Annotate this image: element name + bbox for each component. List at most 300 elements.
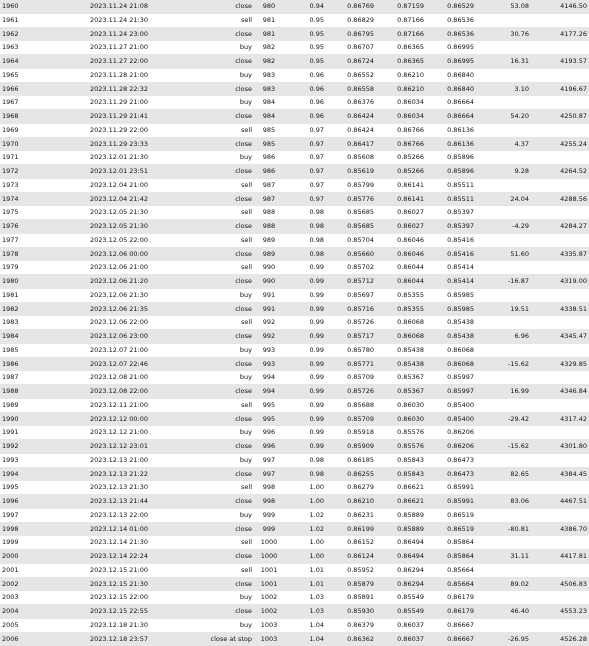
table-row[interactable] (0, 495, 589, 509)
table-row[interactable] (0, 357, 589, 371)
deal-type-cell: close (198, 467, 254, 481)
deal-time-cell: 2023.12.15 21:30 (88, 577, 198, 591)
order-number-cell: 991 (254, 302, 284, 316)
table-row[interactable] (0, 412, 589, 426)
stop-loss-cell: 0.86068 (376, 330, 426, 344)
deal-price-cell: 0.86231 (326, 508, 376, 522)
stop-loss-cell: 0.85355 (376, 302, 426, 316)
deal-profit-cell: 82.65 (476, 467, 531, 481)
deal-type-cell: sell (198, 481, 254, 495)
stop-loss-cell: 0.86494 (376, 536, 426, 550)
deal-number-cell: 1974 (0, 192, 88, 206)
account-balance-cell: 4177.26 (531, 27, 589, 41)
table-row[interactable] (0, 192, 589, 206)
deal-number-cell: 2002 (0, 577, 88, 591)
account-balance-cell: 4335.87 (531, 247, 589, 261)
deal-time-cell: 2023.12.18 21:30 (88, 618, 198, 632)
deal-time-cell: 2023.12.11 21:00 (88, 398, 198, 412)
deal-number-cell: 1962 (0, 27, 88, 41)
order-number-cell: 985 (254, 123, 284, 137)
stop-loss-cell: 0.86621 (376, 481, 426, 495)
deal-number-cell: 2006 (0, 632, 88, 646)
deal-profit-cell: -15.62 (476, 357, 531, 371)
account-balance-cell (531, 508, 589, 522)
deal-volume-cell: 1.00 (284, 481, 326, 495)
deal-time-cell: 2023.11.24 23:00 (88, 27, 198, 41)
deal-type-cell: close (198, 82, 254, 96)
stop-loss-cell: 0.86766 (376, 137, 426, 151)
take-profit-cell: 0.86664 (426, 110, 476, 124)
deal-type-cell: close (198, 55, 254, 69)
order-number-cell: 986 (254, 151, 284, 165)
deal-profit-cell: -29.42 (476, 412, 531, 426)
take-profit-cell: 0.85416 (426, 247, 476, 261)
deal-time-cell: 2023.11.27 21:00 (88, 41, 198, 55)
take-profit-cell: 0.86206 (426, 440, 476, 454)
deal-price-cell: 0.86724 (326, 55, 376, 69)
deal-number-cell: 2005 (0, 618, 88, 632)
table-row[interactable] (0, 110, 589, 124)
table-row[interactable] (0, 55, 589, 69)
table-row[interactable] (0, 137, 589, 151)
order-number-cell: 985 (254, 137, 284, 151)
table-row[interactable] (0, 618, 589, 632)
table-row[interactable] (0, 481, 589, 495)
deal-price-cell: 0.85891 (326, 591, 376, 605)
deal-profit-cell: 51.60 (476, 247, 531, 261)
table-row[interactable] (0, 123, 589, 137)
account-balance-cell (531, 371, 589, 385)
take-profit-cell: 0.85991 (426, 481, 476, 495)
deal-type-cell: close (198, 247, 254, 261)
stop-loss-cell: 0.86365 (376, 41, 426, 55)
take-profit-cell: 0.86667 (426, 632, 476, 646)
order-number-cell: 999 (254, 522, 284, 536)
deal-type-cell: close (198, 165, 254, 179)
take-profit-cell: 0.86840 (426, 68, 476, 82)
stop-loss-cell: 0.86141 (376, 178, 426, 192)
table-row[interactable] (0, 577, 589, 591)
order-number-cell: 993 (254, 343, 284, 357)
account-balance-cell (531, 481, 589, 495)
deal-profit-cell (476, 178, 531, 192)
deal-time-cell: 2023.11.29 23:33 (88, 137, 198, 151)
table-row[interactable] (0, 522, 589, 536)
order-number-cell: 995 (254, 398, 284, 412)
deal-price-cell: 0.85697 (326, 288, 376, 302)
deal-profit-cell (476, 453, 531, 467)
deal-price-cell: 0.86255 (326, 467, 376, 481)
order-number-cell: 1000 (254, 550, 284, 564)
take-profit-cell: 0.86473 (426, 467, 476, 481)
account-balance-cell: 4417.81 (531, 550, 589, 564)
table-row[interactable] (0, 233, 589, 247)
table-row[interactable] (0, 632, 589, 646)
deal-profit-cell: 30.76 (476, 27, 531, 41)
order-number-cell: 995 (254, 412, 284, 426)
account-balance-cell (531, 536, 589, 550)
order-number-cell: 1002 (254, 605, 284, 619)
deal-number-cell: 1972 (0, 165, 88, 179)
table-row[interactable] (0, 550, 589, 564)
deal-profit-cell: 24.04 (476, 192, 531, 206)
deal-volume-cell: 0.97 (284, 123, 326, 137)
account-balance-cell: 4250.87 (531, 110, 589, 124)
deal-time-cell: 2023.11.29 21:41 (88, 110, 198, 124)
deal-type-cell: buy (198, 508, 254, 522)
table-row[interactable] (0, 426, 589, 440)
order-number-cell: 1003 (254, 618, 284, 632)
table-row[interactable] (0, 82, 589, 96)
table-row[interactable] (0, 316, 589, 330)
order-number-cell: 982 (254, 41, 284, 55)
deal-number-cell: 1992 (0, 440, 88, 454)
order-number-cell: 982 (254, 55, 284, 69)
take-profit-cell: 0.85664 (426, 577, 476, 591)
order-number-cell: 998 (254, 481, 284, 495)
deal-time-cell: 2023.12.12 21:00 (88, 426, 198, 440)
stop-loss-cell: 0.86494 (376, 550, 426, 564)
deal-number-cell: 1989 (0, 398, 88, 412)
deal-time-cell: 2023.12.07 21:00 (88, 343, 198, 357)
deal-type-cell: close (198, 302, 254, 316)
account-balance-cell: 4346.84 (531, 385, 589, 399)
deal-price-cell: 0.85780 (326, 343, 376, 357)
deal-time-cell: 2023.12.05 21:30 (88, 220, 198, 234)
table-row[interactable] (0, 165, 589, 179)
stop-loss-cell: 0.86037 (376, 632, 426, 646)
table-row[interactable] (0, 288, 589, 302)
account-balance-cell (531, 206, 589, 220)
account-balance-cell (531, 453, 589, 467)
deal-volume-cell: 1.02 (284, 508, 326, 522)
deal-price-cell: 0.85952 (326, 563, 376, 577)
table-row[interactable] (0, 467, 589, 481)
deal-profit-cell: -4.29 (476, 220, 531, 234)
deal-number-cell: 1996 (0, 495, 88, 509)
deal-profit-cell (476, 96, 531, 110)
deal-number-cell: 1970 (0, 137, 88, 151)
deal-volume-cell: 0.99 (284, 371, 326, 385)
deal-type-cell: sell (198, 206, 254, 220)
deal-price-cell: 0.86279 (326, 481, 376, 495)
deal-time-cell: 2023.12.05 22:00 (88, 233, 198, 247)
deal-type-cell: buy (198, 371, 254, 385)
deal-price-cell: 0.85930 (326, 605, 376, 619)
deal-number-cell: 1966 (0, 82, 88, 96)
deal-volume-cell: 0.95 (284, 55, 326, 69)
table-row[interactable] (0, 605, 589, 619)
stop-loss-cell: 0.85843 (376, 453, 426, 467)
take-profit-cell: 0.86529 (426, 0, 476, 13)
table-row[interactable] (0, 178, 589, 192)
deal-number-cell: 1971 (0, 151, 88, 165)
account-balance-cell (531, 288, 589, 302)
deal-profit-cell (476, 288, 531, 302)
deal-price-cell: 0.85799 (326, 178, 376, 192)
stop-loss-cell: 0.86068 (376, 316, 426, 330)
deal-number-cell: 1984 (0, 330, 88, 344)
order-number-cell: 997 (254, 453, 284, 467)
take-profit-cell: 0.86179 (426, 605, 476, 619)
deal-type-cell: close (198, 550, 254, 564)
order-number-cell: 990 (254, 261, 284, 275)
deal-type-cell: buy (198, 68, 254, 82)
deal-price-cell: 0.85726 (326, 316, 376, 330)
deal-volume-cell: 0.99 (284, 316, 326, 330)
deal-volume-cell: 0.98 (284, 453, 326, 467)
take-profit-cell: 0.86519 (426, 508, 476, 522)
account-balance-cell: 4384.45 (531, 467, 589, 481)
deal-time-cell: 2023.11.24 21:30 (88, 13, 198, 27)
table-row[interactable] (0, 96, 589, 110)
stop-loss-cell: 0.85889 (376, 508, 426, 522)
deal-price-cell: 0.86417 (326, 137, 376, 151)
deal-time-cell: 2023.12.05 21:30 (88, 206, 198, 220)
deal-profit-cell: 53.08 (476, 0, 531, 13)
deal-type-cell: close (198, 330, 254, 344)
table-row[interactable] (0, 591, 589, 605)
table-row[interactable] (0, 536, 589, 550)
deal-number-cell: 2004 (0, 605, 88, 619)
stop-loss-cell: 0.85266 (376, 151, 426, 165)
deal-time-cell: 2023.12.06 21:35 (88, 302, 198, 316)
deal-price-cell: 0.86210 (326, 495, 376, 509)
deal-profit-cell (476, 41, 531, 55)
deal-time-cell: 2023.12.01 23:51 (88, 165, 198, 179)
order-number-cell: 989 (254, 233, 284, 247)
take-profit-cell: 0.86995 (426, 55, 476, 69)
deal-number-cell: 1982 (0, 302, 88, 316)
deal-type-cell: sell (198, 233, 254, 247)
take-profit-cell: 0.85414 (426, 261, 476, 275)
deal-price-cell: 0.86152 (326, 536, 376, 550)
deal-profit-cell (476, 13, 531, 27)
deal-profit-cell (476, 536, 531, 550)
deal-volume-cell: 1.01 (284, 563, 326, 577)
deal-volume-cell: 0.99 (284, 275, 326, 289)
deal-profit-cell (476, 563, 531, 577)
table-row[interactable] (0, 261, 589, 275)
stop-loss-cell: 0.85355 (376, 288, 426, 302)
take-profit-cell: 0.86473 (426, 453, 476, 467)
deal-time-cell: 2023.11.24 21:08 (88, 0, 198, 13)
deal-profit-cell: 3.10 (476, 82, 531, 96)
stop-loss-cell: 0.86294 (376, 577, 426, 591)
deal-volume-cell: 0.98 (284, 206, 326, 220)
table-row[interactable] (0, 330, 589, 344)
take-profit-cell: 0.85511 (426, 178, 476, 192)
order-number-cell: 1003 (254, 632, 284, 646)
table-row[interactable] (0, 27, 589, 41)
take-profit-cell: 0.85991 (426, 495, 476, 509)
account-balance-cell: 4264.52 (531, 165, 589, 179)
table-row[interactable] (0, 68, 589, 82)
table-row[interactable] (0, 398, 589, 412)
table-row[interactable] (0, 247, 589, 261)
deal-number-cell: 1975 (0, 206, 88, 220)
deal-volume-cell: 0.97 (284, 165, 326, 179)
deal-time-cell: 2023.12.13 21:00 (88, 453, 198, 467)
stop-loss-cell: 0.85549 (376, 591, 426, 605)
take-profit-cell: 0.86995 (426, 41, 476, 55)
account-balance-cell: 4319.00 (531, 275, 589, 289)
deal-number-cell: 1960 (0, 0, 88, 13)
deal-volume-cell: 1.03 (284, 605, 326, 619)
deal-time-cell: 2023.12.18 23:57 (88, 632, 198, 646)
take-profit-cell: 0.85511 (426, 192, 476, 206)
deal-volume-cell: 0.99 (284, 426, 326, 440)
deal-type-cell: buy (198, 41, 254, 55)
deal-volume-cell: 0.95 (284, 41, 326, 55)
take-profit-cell: 0.86179 (426, 591, 476, 605)
stop-loss-cell: 0.86046 (376, 247, 426, 261)
deal-price-cell: 0.86769 (326, 0, 376, 13)
deal-number-cell: 1981 (0, 288, 88, 302)
deal-type-cell: buy (198, 426, 254, 440)
take-profit-cell: 0.85864 (426, 550, 476, 564)
deal-type-cell: close at stop (198, 632, 254, 646)
deal-time-cell: 2023.12.13 22:00 (88, 508, 198, 522)
deal-volume-cell: 1.00 (284, 536, 326, 550)
order-number-cell: 996 (254, 426, 284, 440)
deal-time-cell: 2023.12.07 22:46 (88, 357, 198, 371)
deal-type-cell: sell (198, 13, 254, 27)
deal-profit-cell (476, 481, 531, 495)
deal-time-cell: 2023.12.08 21:00 (88, 371, 198, 385)
deal-time-cell: 2023.12.08 22:00 (88, 385, 198, 399)
deal-price-cell: 0.86795 (326, 27, 376, 41)
stop-loss-cell: 0.85367 (376, 371, 426, 385)
table-row[interactable] (0, 371, 589, 385)
account-balance-cell: 4301.80 (531, 440, 589, 454)
take-profit-cell: 0.86667 (426, 618, 476, 632)
table-row[interactable] (0, 13, 589, 27)
deal-volume-cell: 0.97 (284, 192, 326, 206)
table-row[interactable] (0, 41, 589, 55)
deal-volume-cell: 1.02 (284, 522, 326, 536)
stop-loss-cell: 0.85367 (376, 385, 426, 399)
deal-profit-cell (476, 371, 531, 385)
account-balance-cell (531, 618, 589, 632)
deal-price-cell: 0.85726 (326, 385, 376, 399)
order-number-cell: 988 (254, 206, 284, 220)
table-row[interactable] (0, 302, 589, 316)
deal-time-cell: 2023.11.29 21:00 (88, 96, 198, 110)
table-row[interactable] (0, 440, 589, 454)
deal-time-cell: 2023.12.06 21:20 (88, 275, 198, 289)
table-row[interactable] (0, 0, 589, 13)
deal-number-cell: 1961 (0, 13, 88, 27)
deal-volume-cell: 0.96 (284, 110, 326, 124)
stop-loss-cell: 0.85576 (376, 426, 426, 440)
deal-price-cell: 0.86185 (326, 453, 376, 467)
deal-type-cell: close (198, 220, 254, 234)
deal-number-cell: 1985 (0, 343, 88, 357)
order-number-cell: 981 (254, 13, 284, 27)
table-row[interactable] (0, 563, 589, 577)
stop-loss-cell: 0.86210 (376, 68, 426, 82)
take-profit-cell: 0.86519 (426, 522, 476, 536)
table-row[interactable] (0, 343, 589, 357)
take-profit-cell: 0.85438 (426, 316, 476, 330)
deal-type-cell: sell (198, 398, 254, 412)
deal-number-cell: 1997 (0, 508, 88, 522)
stop-loss-cell: 0.86365 (376, 55, 426, 69)
table-row[interactable] (0, 508, 589, 522)
take-profit-cell: 0.85400 (426, 412, 476, 426)
deal-profit-cell (476, 316, 531, 330)
stop-loss-cell: 0.86027 (376, 206, 426, 220)
account-balance-cell (531, 591, 589, 605)
take-profit-cell: 0.85985 (426, 302, 476, 316)
deal-price-cell: 0.85776 (326, 192, 376, 206)
take-profit-cell: 0.85400 (426, 398, 476, 412)
table-row[interactable] (0, 275, 589, 289)
take-profit-cell: 0.85438 (426, 330, 476, 344)
deal-number-cell: 1983 (0, 316, 88, 330)
deal-time-cell: 2023.12.14 21:30 (88, 536, 198, 550)
deal-time-cell: 2023.12.04 21:00 (88, 178, 198, 192)
account-balance-cell (531, 41, 589, 55)
take-profit-cell: 0.85397 (426, 206, 476, 220)
table-row[interactable] (0, 453, 589, 467)
table-row[interactable] (0, 151, 589, 165)
deal-volume-cell: 0.96 (284, 96, 326, 110)
deal-number-cell: 1980 (0, 275, 88, 289)
order-number-cell: 989 (254, 247, 284, 261)
deal-price-cell: 0.86376 (326, 96, 376, 110)
take-profit-cell: 0.86664 (426, 96, 476, 110)
deal-price-cell: 0.85660 (326, 247, 376, 261)
deal-time-cell: 2023.11.28 21:00 (88, 68, 198, 82)
deal-time-cell: 2023.12.14 22:24 (88, 550, 198, 564)
deal-profit-cell: 46.40 (476, 605, 531, 619)
deal-profit-cell: 4.37 (476, 137, 531, 151)
deal-number-cell: 1968 (0, 110, 88, 124)
deal-volume-cell: 0.99 (284, 440, 326, 454)
account-balance-cell: 4386.70 (531, 522, 589, 536)
table-row[interactable] (0, 220, 589, 234)
order-number-cell: 993 (254, 357, 284, 371)
deal-profit-cell (476, 151, 531, 165)
deal-profit-cell (476, 508, 531, 522)
deal-volume-cell: 0.99 (284, 357, 326, 371)
deal-type-cell: close (198, 275, 254, 289)
order-number-cell: 983 (254, 68, 284, 82)
order-number-cell: 1000 (254, 536, 284, 550)
account-balance-cell (531, 261, 589, 275)
deal-price-cell: 0.85685 (326, 206, 376, 220)
deal-volume-cell: 0.97 (284, 178, 326, 192)
deal-volume-cell: 0.98 (284, 220, 326, 234)
deal-type-cell: sell (198, 536, 254, 550)
deal-volume-cell: 0.96 (284, 68, 326, 82)
order-number-cell: 992 (254, 316, 284, 330)
deal-number-cell: 1978 (0, 247, 88, 261)
deal-type-cell: buy (198, 151, 254, 165)
deal-time-cell: 2023.12.15 22:00 (88, 591, 198, 605)
deal-number-cell: 1998 (0, 522, 88, 536)
deal-profit-cell (476, 123, 531, 137)
order-number-cell: 992 (254, 330, 284, 344)
deal-type-cell: buy (198, 288, 254, 302)
table-row[interactable] (0, 385, 589, 399)
table-row[interactable] (0, 206, 589, 220)
deal-time-cell: 2023.12.06 21:00 (88, 261, 198, 275)
deal-profit-cell: 6.96 (476, 330, 531, 344)
deal-profit-cell: -80.81 (476, 522, 531, 536)
